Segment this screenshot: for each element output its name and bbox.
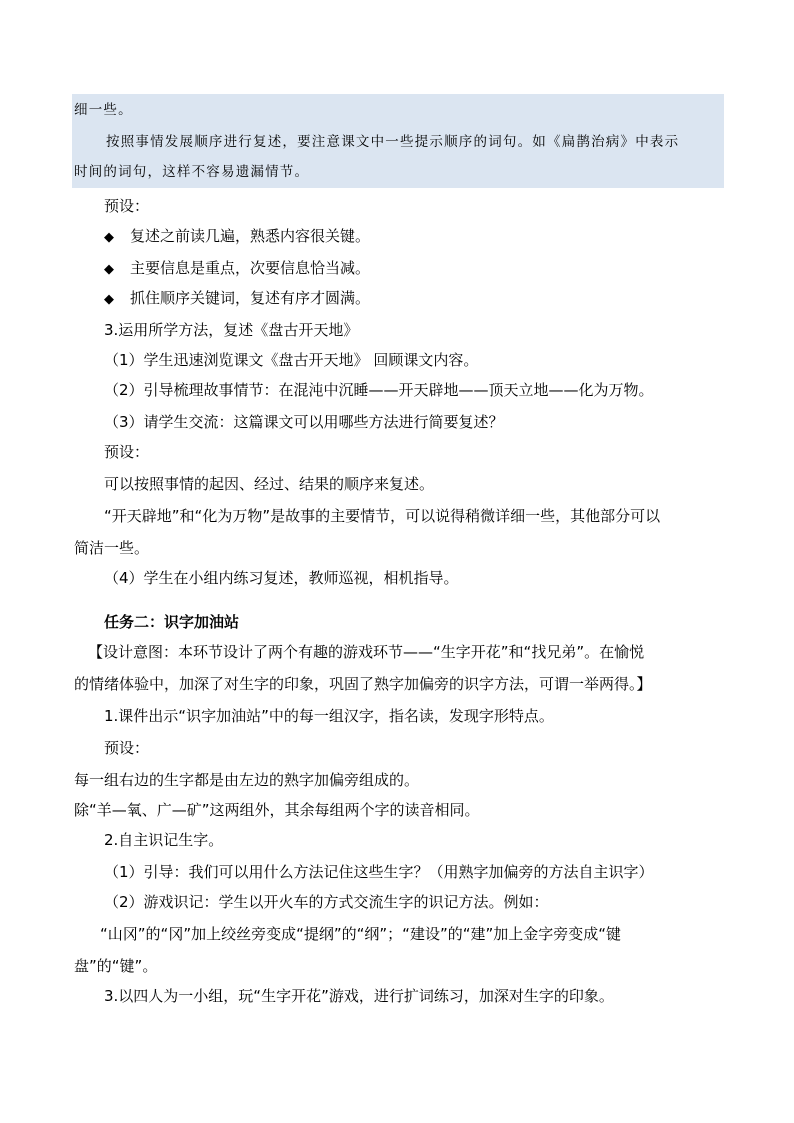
bullet-text: 复述之前读几遍，熟悉内容很关键。 <box>130 227 371 245</box>
example-line: 盘”的“键”。 <box>74 957 158 975</box>
diamond-bullet-icon: ◆ <box>104 230 114 245</box>
design-intent: 的情绪体验中，加深了对生字的印象，巩固了熟字加偏旁的识字方法，可谓一举两得。】 <box>74 675 652 693</box>
diamond-bullet-icon: ◆ <box>104 262 114 277</box>
task2-step-2: 2.自主识记生字。 <box>104 831 224 849</box>
step3-item-2: （2）引导梳理故事情节：在混沌中沉睡——开天辟地——顶天立地——化为万物。 <box>104 381 654 399</box>
task2-step-3: 3.以四人为一小组，玩“生字开花”游戏，进行扩词练习，加深对生字的印象。 <box>104 987 614 1005</box>
answer-line: “开天辟地”和“化为万物”是故事的主要情节，可以说得稍微详细一些，其他部分可以 <box>104 507 661 525</box>
answer-line: 除“羊—氧、广—矿”这两组外，其余每组两个字的读音相同。 <box>74 801 480 819</box>
step3-item-3: （3）请学生交流：这篇课文可以用哪些方法进行简要复述？ <box>104 413 504 431</box>
example-line: “山冈”的“冈”加上绞丝旁变成“提纲”的“纲”；“建设”的“建”加上金字旁变成“键 <box>100 925 622 943</box>
shaded-line-1: 细一些。 <box>74 102 133 118</box>
task2-step-2-item-1: （1）引导：我们可以用什么方法记住这些生字？（用熟字加偏旁的方法自主识字） <box>104 863 654 881</box>
bullet-item <box>104 258 370 280</box>
preset-label: 预设： <box>104 197 150 215</box>
step3-item-4: （4）学生在小组内练习复述，教师巡视，相机指导。 <box>104 569 459 587</box>
answer-line: 每一组右边的生字都是由左边的熟字加偏旁组成的。 <box>74 771 420 789</box>
step3-item-1: （1）学生迅速浏览课文《盘古开天地》 回顾课文内容。 <box>104 351 479 369</box>
preset-label: 预设： <box>104 443 150 461</box>
step3-title: 3.运用所学方法，复述《盘古开天地》 <box>104 321 359 339</box>
bullet-item <box>104 226 370 248</box>
bullet-text: 主要信息是重点，次要信息恰当减。 <box>130 259 371 277</box>
diamond-bullet-icon: ◆ <box>104 292 114 307</box>
answer-line: 简洁一些。 <box>74 539 150 557</box>
bullet-item <box>104 288 370 310</box>
task2-step-2-item-2: （2）游戏识记：学生以开火车的方式交流生字的识记方法。例如： <box>104 893 549 911</box>
task2-heading: 任务二：识字加油站 <box>104 613 240 631</box>
shaded-line-2: 按照事情发展顺序进行复述，要注意课文中一些提示顺序的词句。如《扁鹊治病》中表示 <box>106 134 680 150</box>
answer-line: 可以按照事情的起因、经过、结果的顺序来复述。 <box>104 475 435 493</box>
bullet-text: 抓住顺序关键词，复述有序才圆满。 <box>130 289 371 307</box>
preset-label: 预设： <box>104 739 150 757</box>
shaded-line-3: 时间的词句，这样不容易遗漏情节。 <box>74 164 310 180</box>
design-intent: 【设计意图：本环节设计了两个有趣的游戏环节——“生字开花”和“找兄弟”。在愉悦 <box>88 643 645 661</box>
task2-step-1: 1.课件出示“识字加油站”中的每一组汉字，指名读，发现字形特点。 <box>104 707 554 725</box>
